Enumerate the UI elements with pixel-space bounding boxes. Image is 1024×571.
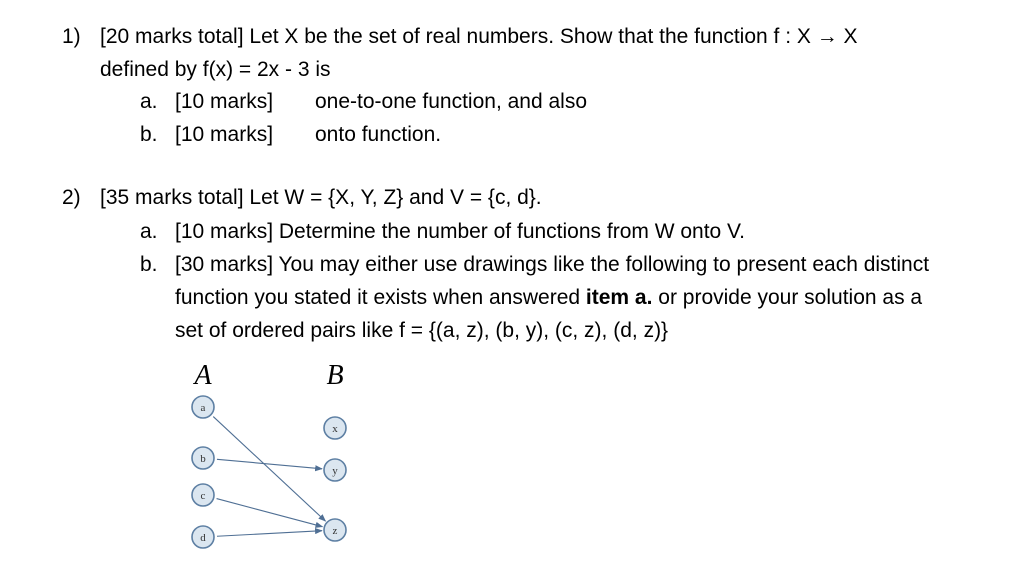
question-2a-label: a. bbox=[140, 220, 158, 243]
domain-element-a bbox=[192, 396, 214, 418]
question-2-line-1: [35 marks total] Let W = {X, Y, Z} and V = {c, d}. bbox=[100, 186, 542, 209]
arrow-d-to-z bbox=[217, 531, 322, 537]
mapping-arrows bbox=[213, 417, 325, 537]
question-2b-continuation-2: set of ordered pairs like f = {(a, z), (b, y), (c, z), (d, z)} bbox=[175, 319, 669, 342]
question-1b-marks: [10 marks] bbox=[175, 123, 274, 146]
domain-element-d bbox=[192, 526, 214, 548]
codomain-element-y bbox=[324, 459, 346, 481]
question-2b-continuation-1 bbox=[175, 287, 922, 308]
arrow-a-to-z bbox=[213, 417, 325, 522]
question-2b-cont-bold: item a. bbox=[585, 286, 653, 309]
domain-element-label-a: a bbox=[200, 402, 206, 414]
set-b-label: B bbox=[326, 360, 344, 391]
question-1-line-2: defined by f(x) = 2x - 3 is bbox=[100, 58, 331, 81]
question-2b-cont-post: or provide your solution as a bbox=[652, 286, 923, 309]
question-1-number: 1) bbox=[62, 25, 81, 48]
question-2b-label: b. bbox=[140, 253, 158, 276]
question-2a-text: [10 marks] Determine the number of functions from W onto V. bbox=[175, 220, 745, 243]
question-1-line-1: [20 marks total] Let X be the set of real numbers. Show that the function f : X → X bbox=[100, 25, 858, 48]
question-2b-cont-pre: function you stated it exists when answered bbox=[175, 286, 586, 309]
codomain-element-label-z: z bbox=[332, 525, 338, 537]
codomain-element-x bbox=[324, 417, 346, 439]
domain-element-b bbox=[192, 447, 214, 469]
question-2b-text: [30 marks] You may either use drawings like the following to present each distinct bbox=[175, 253, 930, 276]
question-1a-text: one-to-one function, and also bbox=[315, 90, 588, 113]
domain-element-label-b: b bbox=[200, 453, 206, 465]
codomain-element-z bbox=[324, 519, 346, 541]
question-1a-marks: [10 marks] bbox=[175, 90, 274, 113]
domain-element-label-d: d bbox=[200, 532, 206, 544]
set-a-label: A bbox=[194, 360, 212, 391]
domain-element-label-c: c bbox=[200, 490, 206, 502]
question-1b-label: b. bbox=[140, 123, 158, 146]
codomain-element-label-y: y bbox=[332, 465, 338, 477]
domain-element-c bbox=[192, 484, 214, 506]
mapping-diagram bbox=[170, 360, 370, 560]
question-1a-label: a. bbox=[140, 90, 158, 113]
question-2-number: 2) bbox=[62, 186, 81, 209]
arrow-b-to-y bbox=[217, 459, 322, 469]
codomain-element-label-x: x bbox=[332, 423, 338, 435]
question-1b-text: onto function. bbox=[315, 123, 442, 146]
